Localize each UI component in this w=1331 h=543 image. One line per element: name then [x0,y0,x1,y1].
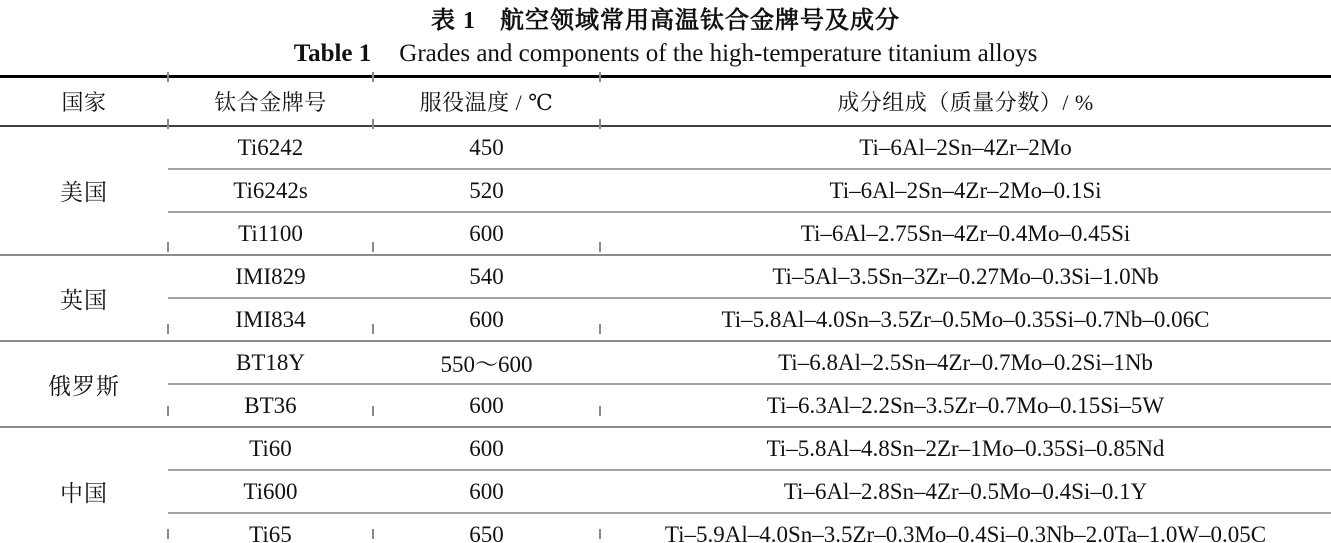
table-header-row [0,77,1331,127]
grade-cell: Ti600 [168,470,373,513]
country-cell: 英国 [0,255,168,341]
composition-cell: Ti–5.8Al–4.8Sn–2Zr–1Mo–0.35Si–0.85Nd [600,427,1331,470]
column-tick [599,324,601,334]
table-row [0,470,1331,513]
table-row [0,384,1331,427]
table-row [0,126,1331,169]
grade-cell: IMI829 [168,255,373,298]
column-tick [599,529,601,539]
column-tick [372,529,374,539]
col-header-temperature: 服役温度 / ℃ [373,77,600,127]
table-caption [0,0,1331,71]
caption-en-label: Table 1 [293,40,372,67]
caption-zh-text: 航空领域常用高温钛合金牌号及成分 [500,8,900,34]
column-tick [167,324,169,334]
temp-cell: 600 [373,384,600,427]
column-tick [599,72,601,82]
column-tick [167,119,169,129]
temp-cell: 600 [373,298,600,341]
temp-cell: 650 [373,513,600,543]
column-tick [599,406,601,416]
composition-cell: Ti–6.8Al–2.5Sn–4Zr–0.7Mo–0.2Si–1Nb [600,341,1331,384]
column-tick [372,324,374,334]
grade-cell: BT36 [168,384,373,427]
table-caption-zh [0,5,1331,37]
country-cell: 美国 [60,180,108,205]
column-tick [167,72,169,82]
column-tick [167,242,169,252]
composition-cell: Ti–6Al–2Sn–4Zr–2Mo [859,134,1072,160]
country-group-uk [0,255,1331,341]
column-tick [372,406,374,416]
grade-cell: Ti1100 [168,212,373,255]
country-group-usa [0,126,1331,255]
table-row [0,212,1331,255]
country-group-china [0,427,1331,543]
column-tick [372,242,374,252]
country-cell: 中国 [0,427,168,543]
composition-cell: Ti–6Al–2.75Sn–4Zr–0.4Mo–0.45Si [600,212,1331,255]
table-row [0,298,1331,341]
grade-cell: Ti65 [168,513,373,543]
alloy-table [0,75,1331,543]
column-tick [372,119,374,129]
column-tick [372,72,374,82]
temp-cell: 600 [373,427,600,470]
grade-cell: Ti6242 [237,134,304,160]
grade-cell: BT18Y [168,341,373,384]
country-cell: 俄罗斯 [0,341,168,427]
temp-cell: 600 [373,470,600,513]
composition-cell: Ti–5.9Al–4.0Sn–3.5Zr–0.3Mo–0.4Si–0.3Nb–2.0Ta–1.0W–0.05C [600,513,1331,543]
composition-cell: Ti–6Al–2.8Sn–4Zr–0.5Mo–0.4Si–0.1Y [600,470,1331,513]
grade-cell: Ti60 [168,427,373,470]
table-row [0,169,1331,212]
temp-cell: 600 [373,212,600,255]
grade-cell: Ti6242s [168,169,373,212]
grade-cell: IMI834 [168,298,373,341]
temp-cell: 450 [469,134,504,160]
column-tick [599,119,601,129]
table-row [0,427,1331,470]
table-row [0,513,1331,543]
composition-cell: Ti–5.8Al–4.0Sn–3.5Zr–0.5Mo–0.35Si–0.7Nb–0.06C [600,298,1331,341]
caption-zh-label: 表 1 [431,8,476,34]
table-row [0,255,1331,298]
composition-cell: Ti–5Al–3.5Sn–3Zr–0.27Mo–0.3Si–1.0Nb [600,255,1331,298]
table-row [0,341,1331,384]
col-header-composition: 成分组成（质量分数）/ % [600,77,1331,127]
col-header-country: 国家 [0,77,168,127]
caption-en-text: Grades and components of the high-temperature titanium alloys [399,40,1038,67]
composition-cell: Ti–6.3Al–2.2Sn–3.5Zr–0.7Mo–0.15Si–5W [600,384,1331,427]
country-group-russia [0,341,1331,427]
column-tick [167,406,169,416]
col-header-grade: 钛合金牌号 [168,77,373,127]
column-tick [599,242,601,252]
column-tick [167,529,169,539]
temp-cell: 540 [373,255,600,298]
composition-cell: Ti–6Al–2Sn–4Zr–2Mo–0.1Si [600,169,1331,212]
table-caption-en [0,37,1331,71]
alloy-table-wrap [0,75,1331,543]
temp-cell: 550～600 [373,341,600,384]
temp-cell: 520 [373,169,600,212]
